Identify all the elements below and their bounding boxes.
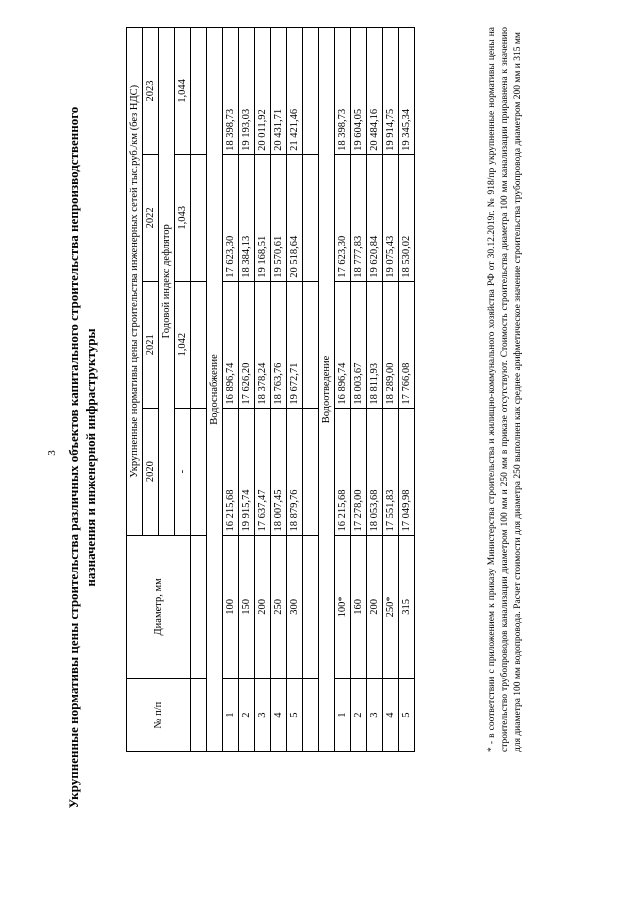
row-price: 20 484,16 [367, 28, 383, 155]
row-diameter: 100 [223, 535, 239, 679]
table-row [383, 28, 399, 752]
row-price: 19 570,61 [271, 154, 287, 281]
rotated-page-content [0, 20, 623, 895]
document-title [65, 20, 99, 895]
table-row [271, 28, 287, 752]
table-row [335, 28, 351, 752]
table-body [207, 28, 415, 752]
spacer-cell [303, 28, 319, 155]
row-price: 18 777,83 [351, 154, 367, 281]
row-price: 19 915,74 [239, 408, 255, 535]
title-line-1: Укрупненные нормативы цены строительства различных объектов капитального строительства непроизводственного [66, 106, 81, 809]
header-number: № п/п [127, 679, 191, 752]
spacer-cell [303, 535, 319, 679]
row-price: 18 378,24 [255, 281, 271, 408]
header-year-2023: 2023 [143, 28, 159, 155]
row-price: 19 345,34 [399, 28, 415, 155]
deflator-2023: 1,044 [175, 28, 191, 155]
spacer-cell [303, 679, 319, 752]
row-number: 2 [239, 679, 255, 752]
table-row [255, 28, 271, 752]
header-diameter: Диаметр, мм [127, 535, 191, 679]
row-number: 4 [271, 679, 287, 752]
row-number: 2 [351, 679, 367, 752]
row-number: 5 [287, 679, 303, 752]
row-price: 16 215,68 [335, 408, 351, 535]
spacer-cell [191, 154, 207, 281]
row-price: 19 168,51 [255, 154, 271, 281]
row-price: 18 003,67 [351, 281, 367, 408]
row-price: 17 623,30 [223, 154, 239, 281]
table-row [367, 28, 383, 752]
table-row [399, 28, 415, 752]
section-header: Водоснабжение [207, 28, 223, 752]
header-year-2021: 2021 [143, 281, 159, 408]
row-price: 16 896,74 [335, 281, 351, 408]
row-price: 17 278,00 [351, 408, 367, 535]
deflator-2022: 1,043 [175, 154, 191, 281]
row-price: 18 398,73 [335, 28, 351, 155]
header-deflator: Годовой индекс дефлятор [159, 28, 175, 536]
header-year-2020: 2020 [143, 408, 159, 535]
row-price: 19 672,71 [287, 281, 303, 408]
row-diameter: 200 [367, 535, 383, 679]
table-row [239, 28, 255, 752]
row-number: 3 [255, 679, 271, 752]
spacer-cell [303, 154, 319, 281]
price-norms-table [126, 27, 415, 752]
row-diameter: 250* [383, 535, 399, 679]
section-header: Водоотведение [319, 28, 335, 752]
row-price: 20 011,92 [255, 28, 271, 155]
header-price: Укрупненные нормативы цены строительства инженерных сетей тыс.руб./км (без НДС) [127, 28, 143, 536]
spacer-cell [303, 281, 319, 408]
row-diameter: 200 [255, 535, 271, 679]
spacer-cell [191, 281, 207, 408]
row-price: 16 896,74 [223, 281, 239, 408]
spacer-cell [191, 408, 207, 535]
header-year-2022: 2022 [143, 154, 159, 281]
row-price: 18 053,68 [367, 408, 383, 535]
footnote: * - в соответствии с приложением к приказу Министерства строительства и жилищно-коммунального хозяйства РФ от 30.12.2019г. № 918/пр укрупненные нормативы цены на строительство трубопроводов канализации диаметром 100 мм и 250 мм в приказе отсутствуют. Стоимость строительства диаметра 100 мм канализации приравнена к значению для диаметра 100 мм водопровода. Расчет стоимости для диаметра 250 выполнен как среднее арифметическое значение строительства трубопровода диаметром 200 мм и 315 мм [487, 27, 523, 752]
table-row [287, 28, 303, 752]
row-number: 1 [335, 679, 351, 752]
row-number: 5 [399, 679, 415, 752]
row-price: 19 604,05 [351, 28, 367, 155]
deflator-2021: 1,042 [175, 281, 191, 408]
row-price: 18 289,00 [383, 281, 399, 408]
row-price: 17 637,47 [255, 408, 271, 535]
spacer-cell [303, 408, 319, 535]
row-price: 20 431,71 [271, 28, 287, 155]
row-diameter: 100* [335, 535, 351, 679]
spacer-cell [191, 679, 207, 752]
spacer-cell [191, 28, 207, 155]
row-price: 19 193,03 [239, 28, 255, 155]
row-price: 19 914,75 [383, 28, 399, 155]
row-diameter: 300 [287, 535, 303, 679]
row-diameter: 150 [239, 535, 255, 679]
row-price: 18 007,45 [271, 408, 287, 535]
row-price: 17 049,98 [399, 408, 415, 535]
row-price: 18 398,73 [223, 28, 239, 155]
row-diameter: 160 [351, 535, 367, 679]
row-price: 18 530,02 [399, 154, 415, 281]
row-number: 3 [367, 679, 383, 752]
title-line-2: назначения и инженерной инфраструктуры [83, 328, 98, 587]
row-price: 17 766,08 [399, 281, 415, 408]
row-price: 21 421,46 [287, 28, 303, 155]
row-price: 19 075,43 [383, 154, 399, 281]
row-price: 19 620,84 [367, 154, 383, 281]
deflator-2020: - [175, 408, 191, 535]
row-price: 18 879,76 [287, 408, 303, 535]
row-diameter: 315 [399, 535, 415, 679]
row-number: 1 [223, 679, 239, 752]
spacer-cell [191, 535, 207, 679]
row-price: 18 384,13 [239, 154, 255, 281]
row-price: 17 623,30 [335, 154, 351, 281]
row-price: 18 763,76 [271, 281, 287, 408]
table-row [223, 28, 239, 752]
row-price: 20 518,64 [287, 154, 303, 281]
page-number: 3 [46, 450, 58, 456]
row-price: 17 626,20 [239, 281, 255, 408]
row-price: 18 811,93 [367, 281, 383, 408]
table-row [351, 28, 367, 752]
row-price: 16 215,68 [223, 408, 239, 535]
row-diameter: 250 [271, 535, 287, 679]
row-number: 4 [383, 679, 399, 752]
row-price: 17 551,83 [383, 408, 399, 535]
